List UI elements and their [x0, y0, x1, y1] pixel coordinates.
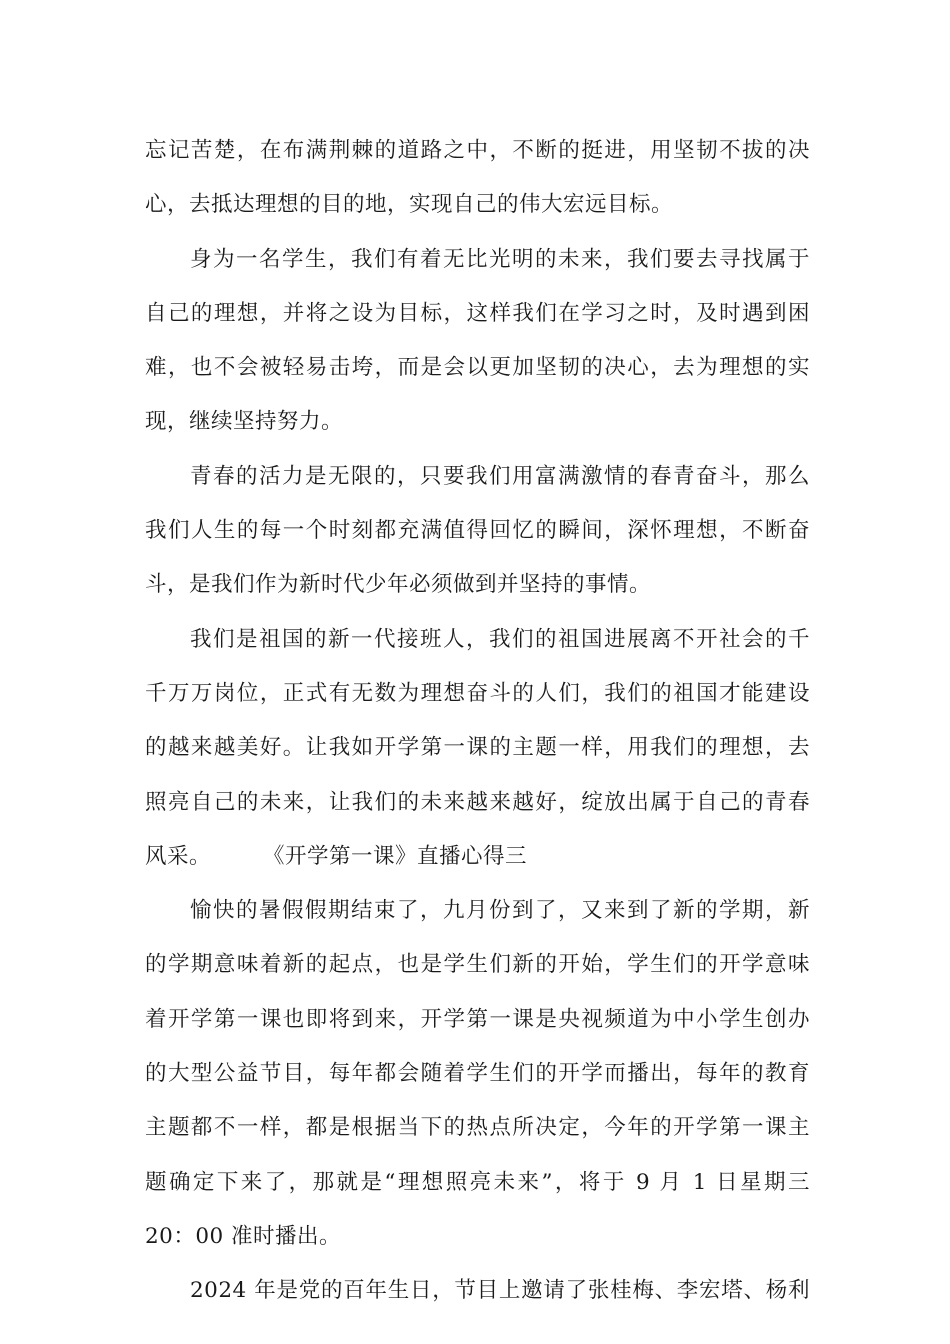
text-line: 斗，是我们作为新时代少年必须做到并坚持的事情。 — [145, 572, 652, 598]
text-line: 心，去抵达理想的目的地，实现自己的伟大宏远目标。 — [145, 192, 674, 218]
text-line: 身为一名学生，我们有着无比光明的未来，我们要去寻找属于 — [190, 246, 810, 272]
paragraph-ending: 风采。 — [145, 843, 212, 869]
text-line: 青春的活力是无限的，只要我们用富满激情的春青奋斗，那么 — [190, 463, 810, 489]
text-line: 我们人生的每一个时刻都充满值得回忆的瞬间，深怀理想，不断奋 — [145, 518, 810, 544]
text-line: 现，继续坚持努力。 — [145, 409, 344, 435]
text-line: 忘记苦楚，在布满荆棘的道路之中，不断的挺进，用坚韧不拔的决 — [145, 138, 810, 163]
document-body — [145, 124, 810, 1319]
text-line: 20：00 准时播出。 — [145, 1223, 342, 1249]
text-line: 我们是祖国的新一代接班人，我们的祖国进展离不开社会的千 — [190, 626, 810, 652]
text-line: 难，也不会被轻易击垮，而是会以更加坚韧的决心，去为理想的实 — [145, 355, 810, 381]
text-line: 的学期意味着新的起点，也是学生们新的开始，学生们的开学意味 — [145, 952, 810, 978]
section-heading: 《开学第一课》直播心得三 — [263, 843, 528, 869]
text-line: 着开学第一课也即将到来，开学第一课是央视频道为中小学生创办 — [145, 1006, 810, 1032]
text-line: 题确定下来了，那就是“理想照亮未来”，将于 9 月 1 日星期三 — [145, 1169, 810, 1195]
text-line: 千万万岗位，正式有无数为理想奋斗的人们，我们的祖国才能建设 — [145, 680, 810, 706]
text-line: 2024 年是党的百年生日，节目上邀请了张桂梅、李宏塔、杨利 — [190, 1278, 810, 1304]
text-line — [145, 830, 810, 884]
text-line: 主题都不一样，都是根据当下的热点所决定，今年的开学第一课主 — [145, 1115, 810, 1141]
text-line: 愉快的暑假假期结束了，九月份到了，又来到了新的学期，新 — [190, 898, 810, 924]
text-line: 的越来越美好。让我如开学第一课的主题一样，用我们的理想，去 — [145, 735, 810, 761]
text-line: 照亮自己的未来，让我们的未来越来越好，绽放出属于自己的青春 — [145, 789, 810, 815]
text-line: 自己的理想，并将之设为目标，这样我们在学习之时，及时遇到困 — [145, 300, 810, 326]
text-line: 的大型公益节目，每年都会随着学生们的开学而播出，每年的教育 — [145, 1061, 810, 1087]
